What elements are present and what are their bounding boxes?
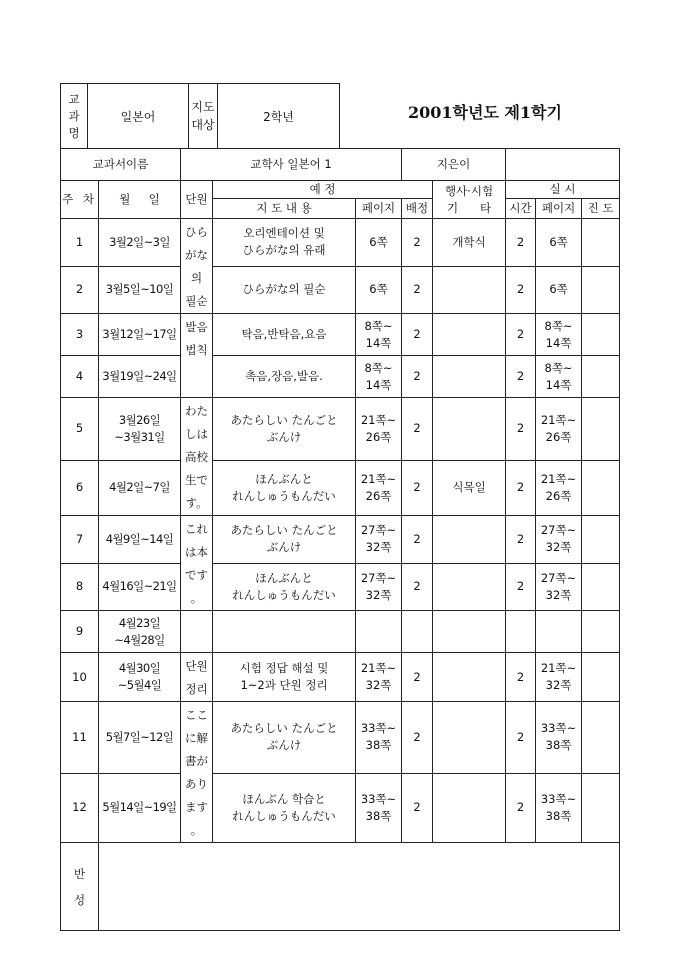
col-progress: 진 도 — [582, 199, 620, 219]
target-value: 2학년 — [218, 84, 340, 149]
schedule-table — [60, 148, 620, 931]
event-cell — [433, 266, 506, 314]
table-row — [61, 398, 620, 461]
actual-pages-cell — [536, 611, 582, 653]
content-cell: 탁음,반탁음,요음 — [213, 314, 356, 356]
table-row — [61, 314, 620, 356]
content-cell — [213, 611, 356, 653]
target-label: 지도 대상 — [189, 84, 218, 149]
actual-hours-cell: 2 — [506, 356, 536, 398]
content-cell: 오리엔테이션 및 ひらがな의 유래 — [213, 219, 356, 267]
table-row — [61, 460, 620, 515]
event-cell: 개학식 — [433, 219, 506, 267]
table-row — [61, 702, 620, 774]
reflection-label: 반 성 — [61, 843, 99, 931]
term-title: 2001학년도 제1학기 — [408, 103, 562, 122]
event-cell — [433, 611, 506, 653]
table-row — [61, 563, 620, 611]
unit-cell: 발음 법칙 — [181, 314, 213, 398]
event-cell — [433, 563, 506, 611]
pages-cell: 8쪽~ 14쪽 — [356, 314, 402, 356]
subject-label: 교 과 명 — [61, 84, 88, 149]
event-cell — [433, 702, 506, 774]
col-actual-pages: 페이지 — [536, 199, 582, 219]
actual-hours-cell: 2 — [506, 219, 536, 267]
actual-pages-cell: 6쪽 — [536, 266, 582, 314]
col-hours: 배정 — [402, 199, 433, 219]
content-cell: ほんぶんと れんしゅうもんだい — [213, 563, 356, 611]
actual-hours-cell: 2 — [506, 702, 536, 774]
pages-cell: 21쪽~ 26쪽 — [356, 398, 402, 461]
content-cell: ほんぶんと れんしゅうもんだい — [213, 460, 356, 515]
week-cell: 1 — [61, 219, 99, 267]
hours-cell: 2 — [402, 460, 433, 515]
table-row — [61, 611, 620, 653]
progress-cell — [582, 314, 620, 356]
actual-hours-cell: 2 — [506, 773, 536, 842]
actual-hours-cell: 2 — [506, 314, 536, 356]
pages-cell: 6쪽 — [356, 266, 402, 314]
dates-cell: 3월19일~24일 — [99, 356, 181, 398]
hours-cell: 2 — [402, 563, 433, 611]
actual-hours-cell: 2 — [506, 563, 536, 611]
progress-cell — [582, 460, 620, 515]
unit-cell: ひら がな 의 필순 — [181, 219, 213, 314]
dates-cell: 4월23일 ~4월28일 — [99, 611, 181, 653]
table-row — [61, 219, 620, 267]
column-header-row — [61, 181, 620, 199]
table-row — [61, 356, 620, 398]
week-cell: 3 — [61, 314, 99, 356]
col-content: 지 도 내 용 — [213, 199, 356, 219]
col-actual-hours: 시간 — [506, 199, 536, 219]
author-label: 지은이 — [402, 149, 506, 181]
hours-cell: 2 — [402, 219, 433, 267]
table-row — [61, 266, 620, 314]
content-cell: 촉음,장음,발음. — [213, 356, 356, 398]
dates-cell: 3월5일~10일 — [99, 266, 181, 314]
actual-pages-cell: 27쪽~ 32쪽 — [536, 516, 582, 564]
content-cell: あたらしい たんごと ぶんけ — [213, 702, 356, 774]
content-cell: ほんぶん 학습と れんしゅうもんだい — [213, 773, 356, 842]
content-cell: ひらがな의 필순 — [213, 266, 356, 314]
hours-cell — [402, 611, 433, 653]
progress-cell — [582, 219, 620, 267]
hours-cell: 2 — [402, 773, 433, 842]
week-cell: 8 — [61, 563, 99, 611]
actual-hours-cell: 2 — [506, 398, 536, 461]
actual-pages-cell: 8쪽~ 14쪽 — [536, 356, 582, 398]
event-cell — [433, 356, 506, 398]
actual-pages-cell: 33쪽~ 38쪽 — [536, 702, 582, 774]
hours-cell: 2 — [402, 653, 433, 702]
textbook-value: 교학사 일본어 1 — [181, 149, 402, 181]
pages-cell: 33쪽~ 38쪽 — [356, 773, 402, 842]
content-cell: 시험 정답 해설 및 1~2과 단원 정리 — [213, 653, 356, 702]
actual-hours-cell: 2 — [506, 653, 536, 702]
actual-pages-cell: 6쪽 — [536, 219, 582, 267]
dates-cell: 3월2일~3일 — [99, 219, 181, 267]
unit-cell — [181, 611, 213, 653]
reflection-value — [99, 843, 620, 931]
hours-cell: 2 — [402, 314, 433, 356]
content-cell: あたらしい たんごと ぶんけ — [213, 516, 356, 564]
dates-cell: 3월26일 ~3월31일 — [99, 398, 181, 461]
week-cell: 10 — [61, 653, 99, 702]
week-cell: 11 — [61, 702, 99, 774]
author-value — [506, 149, 620, 181]
col-pages: 페이지 — [356, 199, 402, 219]
actual-hours-cell: 2 — [506, 266, 536, 314]
dates-cell: 4월2일~7일 — [99, 460, 181, 515]
unit-cell: ここ に解 書が あり ます 。 — [181, 702, 213, 843]
progress-cell — [582, 516, 620, 564]
dates-cell: 5월14일~19일 — [99, 773, 181, 842]
event-cell: 식목일 — [433, 460, 506, 515]
actual-pages-cell: 21쪽~ 26쪽 — [536, 398, 582, 461]
pages-cell: 33쪽~ 38쪽 — [356, 702, 402, 774]
pages-cell: 21쪽~ 26쪽 — [356, 460, 402, 515]
hours-cell: 2 — [402, 356, 433, 398]
subject-value: 일본어 — [88, 84, 189, 149]
pages-cell — [356, 611, 402, 653]
unit-cell: これ は本 です 。 — [181, 516, 213, 611]
progress-cell — [582, 702, 620, 774]
week-cell: 2 — [61, 266, 99, 314]
week-cell: 9 — [61, 611, 99, 653]
subject-header-table — [60, 83, 340, 149]
event-cell — [433, 314, 506, 356]
progress-cell — [582, 266, 620, 314]
progress-cell — [582, 398, 620, 461]
actual-hours-cell: 2 — [506, 516, 536, 564]
progress-cell — [582, 563, 620, 611]
dates-cell: 4월16일~21일 — [99, 563, 181, 611]
pages-cell: 27쪽~ 32쪽 — [356, 516, 402, 564]
actual-pages-cell: 27쪽~ 32쪽 — [536, 563, 582, 611]
actual-pages-cell: 21쪽~ 32쪽 — [536, 653, 582, 702]
progress-cell — [582, 611, 620, 653]
actual-pages-cell: 33쪽~ 38쪽 — [536, 773, 582, 842]
dates-cell: 3월12일~17일 — [99, 314, 181, 356]
col-event: 행사·시험 기 타 — [433, 181, 506, 219]
unit-cell: 단원 정리 — [181, 653, 213, 702]
hours-cell: 2 — [402, 702, 433, 774]
actual-pages-cell: 21쪽~ 26쪽 — [536, 460, 582, 515]
week-cell: 6 — [61, 460, 99, 515]
hours-cell: 2 — [402, 266, 433, 314]
dates-cell: 4월30일 ~5월4일 — [99, 653, 181, 702]
dates-cell: 5월7일~12일 — [99, 702, 181, 774]
col-week: 주 차 — [61, 181, 99, 219]
actual-hours-cell: 2 — [506, 460, 536, 515]
col-actual: 실 시 — [506, 181, 620, 199]
pages-cell: 6쪽 — [356, 219, 402, 267]
col-unit: 단원 — [181, 181, 213, 219]
col-dates: 월 일 — [99, 181, 181, 219]
pages-cell: 8쪽~ 14쪽 — [356, 356, 402, 398]
table-row — [61, 516, 620, 564]
dates-cell: 4월9일~14일 — [99, 516, 181, 564]
week-cell: 12 — [61, 773, 99, 842]
textbook-row — [61, 149, 620, 181]
progress-cell — [582, 773, 620, 842]
week-cell: 4 — [61, 356, 99, 398]
pages-cell: 27쪽~ 32쪽 — [356, 563, 402, 611]
unit-cell: わた しは 高校 生で す。 — [181, 398, 213, 516]
week-cell: 7 — [61, 516, 99, 564]
content-cell: あたらしい たんごと ぶんけ — [213, 398, 356, 461]
pages-cell: 21쪽~ 32쪽 — [356, 653, 402, 702]
table-row — [61, 773, 620, 842]
progress-cell — [582, 653, 620, 702]
col-plan: 예 정 — [213, 181, 433, 199]
hours-cell: 2 — [402, 398, 433, 461]
event-cell — [433, 653, 506, 702]
textbook-label: 교과서이름 — [61, 149, 181, 181]
progress-cell — [582, 356, 620, 398]
week-cell: 5 — [61, 398, 99, 461]
event-cell — [433, 398, 506, 461]
table-row — [61, 653, 620, 702]
event-cell — [433, 516, 506, 564]
actual-pages-cell: 8쪽~ 14쪽 — [536, 314, 582, 356]
event-cell — [433, 773, 506, 842]
hours-cell: 2 — [402, 516, 433, 564]
actual-hours-cell — [506, 611, 536, 653]
reflection-row — [61, 843, 620, 931]
